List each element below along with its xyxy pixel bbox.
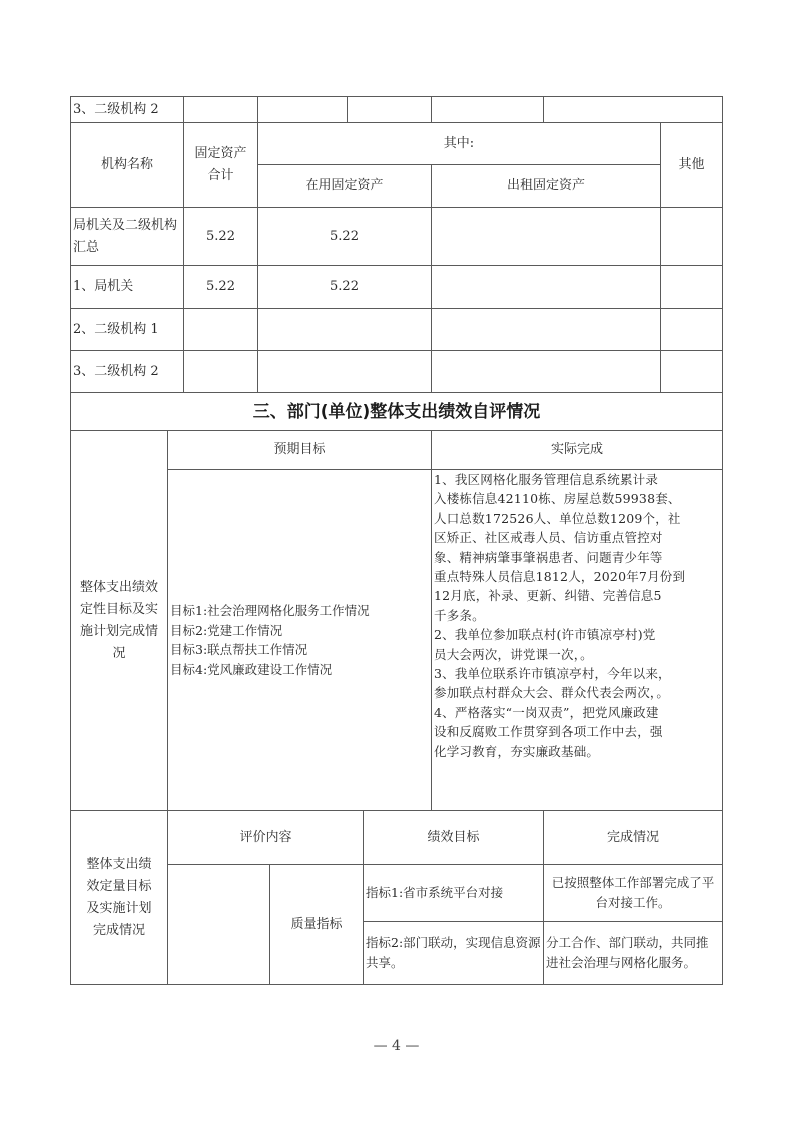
asset-row-other [660,308,723,351]
header-fixed-total-text: 固定资产合计 [194,146,247,183]
actual-line: 4、严格落实“一岗双责”，把党风廉政建 [434,704,659,720]
asset-in-use-value: 5.22 [330,279,359,294]
header-eval-content-text: 评价内容 [239,829,292,845]
asset-row-name [70,265,184,309]
actual-line: 设和反腐败工作贯穿到各项工作中去，强 [434,724,663,740]
asset-row-total [183,265,258,309]
quantitative-label-text: 整体支出绩效定量目标及实施计划完成情况 [86,856,152,938]
target-item: 目标1:社会治理网格化服务工作情况 [170,603,370,618]
actual-line: 2、我单位参加联点村(许市镇凉亭村)党 [434,627,656,643]
header-actual [431,430,723,470]
indicator-status-text: 分工合作、部门联动，共同推进社会治理与网格化服务。 [546,935,709,970]
asset-in-use-value: 5.22 [330,228,359,244]
header-org-name-text: 机构名称 [100,157,153,172]
actual-line: 参加联点村群众大会、群众代表会两次，。 [434,685,670,701]
asset-row-other [660,207,723,266]
header-org-name [70,122,184,208]
asset-total-value: 5.22 [206,279,235,294]
asset-row-name-text: 3、二级机构 2 [73,363,159,379]
indicator-target-text: 指标1:省市系统平台对接 [366,885,504,900]
header-actual-text: 实际完成 [550,442,603,457]
header-status [543,810,723,865]
qualitative-label-text: 整体支出绩效定性目标及实施计划完成情况 [79,579,158,661]
actual-line: 人口总数172526人、单位总数1209个，社 [434,510,681,526]
asset-row-leased [431,265,661,309]
indicator-status-text: 已按照整体工作部署完成了平台对接工作。 [551,875,715,910]
asset-row-name [70,350,184,393]
asset-row-other [660,350,723,393]
header-leased [431,164,661,208]
empty-cell [257,96,348,123]
header-other-text: 其他 [678,157,705,172]
actual-line: 化学习教育，夯实廉政基础。 [434,743,600,759]
empty-cell [431,96,544,123]
asset-row-leased [431,350,661,393]
section-title-text: 三、部门(单位)整体支出绩效自评情况 [252,401,541,422]
expected-targets [167,469,432,811]
asset-row-name-text: 1、局机关 [73,279,134,294]
asset-row-total [183,308,258,351]
actual-line: 入楼栋信息42110栋、房屋总数59938套、 [434,491,681,507]
empty-cell [347,96,432,123]
asset-row-total [183,207,258,266]
asset-row-name [70,308,184,351]
target-item: 目标4:党风廉政建设工作情况 [170,661,333,677]
actual-line: 1、我区网格化服务管理信息系统累计录 [434,472,659,487]
actual-completion [431,469,723,811]
target-list [170,601,370,679]
page-number: — 4 — [373,1038,420,1054]
asset-row-in-use [257,308,432,351]
asset-row-in-use [257,265,432,309]
header-in-use-text: 在用固定资产 [305,178,384,193]
quality-indicator-text: 质量指标 [290,916,343,932]
org-row-name [70,96,184,123]
header-fixed-total [183,122,258,208]
header-status-text: 完成情况 [606,829,659,845]
asset-row-in-use [257,207,432,266]
actual-line: 象、精神病肇事肇祸患者、问题青少年等 [434,549,663,565]
empty-cell [543,96,723,123]
actual-line: 员大会两次，讲党课一次，。 [434,646,593,662]
header-leased-text: 出租固定资产 [506,178,585,193]
header-in-use [257,164,432,208]
actual-line: 千多条。 [434,607,485,623]
indicator-target [363,921,544,985]
header-eval-content [167,810,364,865]
asset-row-other [660,265,723,309]
header-expected [167,430,432,470]
asset-total-value: 5.22 [206,228,235,244]
asset-row-name-text: 局机关及二级机构汇总 [73,217,178,255]
actual-line: 3、我单位联系许市镇凉亭村，今年以来， [434,666,671,682]
org-name-text: 3、二级机构 2 [73,101,159,117]
asset-row-name-text: 2、二级机构 1 [73,321,159,337]
indicator-status [543,921,723,985]
qualitative-label [70,430,168,811]
indicator-status [543,864,723,922]
asset-row-name [70,207,184,266]
indicator-target [363,864,544,922]
target-item: 目标2:党建工作情况 [170,622,283,638]
header-expected-text: 预期目标 [273,442,326,457]
asset-row-total [183,350,258,393]
quality-indicator-category [269,864,364,985]
target-item: 目标3:联点帮扶工作情况 [170,642,308,657]
empty-cell [183,96,258,123]
header-other [660,122,723,208]
header-of-which-text: 其中: [443,135,475,151]
actual-line: 区矫正、社区戒毒人员、信访重点管控对 [434,530,663,546]
header-perf-target-text: 绩效目标 [427,829,480,845]
header-of-which [257,122,661,165]
header-perf-target [363,810,544,865]
quantitative-label [70,810,168,985]
actual-line: 12月底，补录、更新、纠错、完善信息5 [434,588,662,604]
actual-line: 重点特殊人员信息1812人，2020年7月份到 [434,569,686,585]
asset-row-in-use [257,350,432,393]
section-title [70,392,723,431]
empty-cell [167,864,270,985]
actual-text [432,470,687,761]
asset-row-leased [431,308,661,351]
indicator-target-text: 指标2:部门联动，实现信息资源共享。 [366,935,541,970]
asset-row-leased [431,207,661,266]
